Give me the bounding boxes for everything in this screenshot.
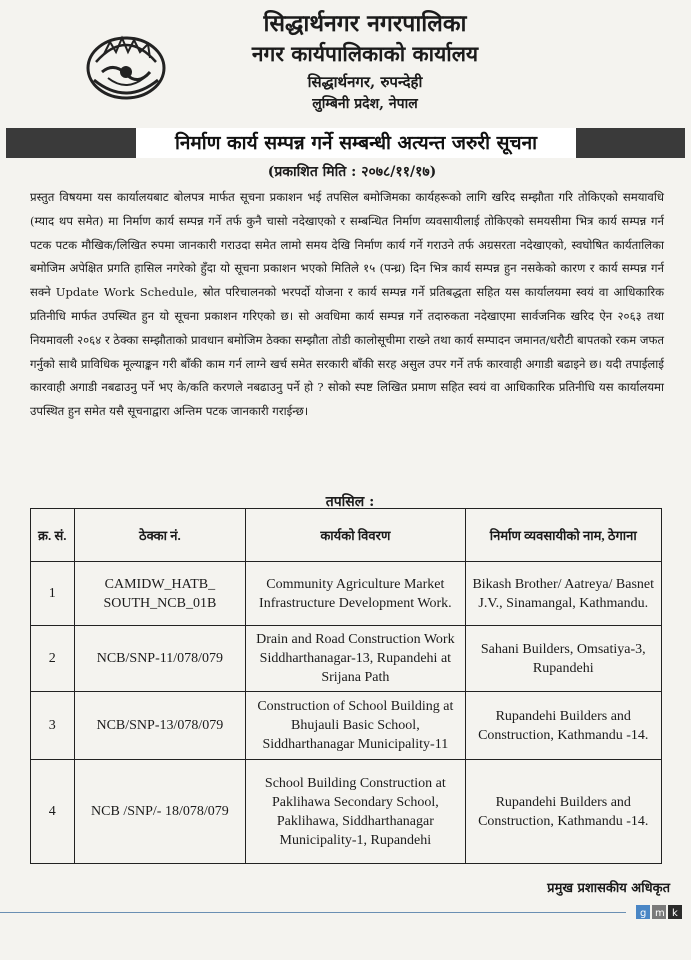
notice-body: प्रस्तुत विषयमा यस कार्यालयबाट बोलपत्र मार्फत सूचना प्रकाशन भई तपसिल बमोजिमका कार्यहरूको लागि खरिद सम्झौता गरि तोकिएको समयावधि (म्याद थप समेत) मा निर्माण कार्य सम्पन्न गर्ने तर्फ कुनै चासो नदेखाएको र सम्बन्धित निर्माण व्यवसायीलाई तोकिएको समयसीमा भित्र कार्य सम्पन्न गर्न पटक पटक मौखिक/लिखित रुपमा जानकारी गराउदा समेत लामो समय देखि निर्माण कार्य गर्ने गराउने तर्फ अग्रसरता नदेखाएको, स्वघोषित कार्यतालिका बमोजिम अपेक्षित प्रगति हासिल नगरेको हुँदा यो सूचना प्रकाशन भएको मितिले १५ (पन्ध्र) दिन भित्र कार्य सम्पन्न हुन नसकेको कारण र कार्य सम्पन्न गर्न सक्ने Update Work Schedule, स्रोत परिचालनको भरपर्दो योजना र कार्य सम्पन्न गर्ने प्रतिबद्धता सहित यस कार्यालयमा स्वयं वा आधिकारिक प्रतिनीधि मार्फत उपस्थित हुन यो सूचना प्रकाशन गरिएको छ। सो अवधिमा कार्य सम्पन्न गर्ने तदारुकता नदेखाएमा सार्वजनिक खरिद ऐन २०६३ तथा नियमावली २०६४ र ठेक्का सम्झौताको प्रावधान बमोजिम ठेक्का सम्झौता तोडी कालोसूचीमा राख्ने तथा कार्य सम्पादन जमानत/धरौटी बापतको रकम जफत गर्नुको साथै प्राविधिक मूल्याङ्कन गरी बाँकी काम गर्न लाग्ने खर्च समेत सरकारी बाँकी सरह असुल उपर गर्ने तर्फ कारवाही अगाडी बढाइने छ। यदी तपाईलाई कारवाही अगाडी नबढाउनु पर्ने भए के/कति करणले नबढाउनु पर्ने हो ? सोको स्पष्ट लिखित प्रमाण सहित स्वयं वा आधिकारिक प्रतिनीधि यस कार्यालयमा उपस्थित हुन समेत यसै सूचनाद्वारा अन्तिम पटक जानकारी गराईन्छ। (30, 190, 664, 419)
cell-serial: 2 (31, 626, 75, 692)
cell-contractor: Bikash Brother/ Aatreya/ Basnet J.V., Sinamangal, Kathmandu. (465, 562, 662, 626)
cell-contract-no: CAMIDW_HATB_ SOUTH_NCB_01B (74, 562, 246, 626)
cell-serial: 1 (31, 562, 75, 626)
cell-serial: 4 (31, 760, 75, 864)
svg-text:m: m (655, 908, 665, 919)
cell-contract-no: NCB/SNP-13/078/079 (74, 692, 246, 760)
table-row (31, 692, 662, 760)
table-title: तपसिल : (325, 494, 375, 510)
newspaper-logo-icon (636, 905, 684, 919)
title-banner (6, 128, 685, 158)
office-name: नगर कार्यपालिकाको कार्यालय (251, 41, 479, 66)
office-address: सिद्धार्थनगर, रुपन्देही (307, 73, 423, 91)
header-work-description: कार्यको विवरण (246, 509, 465, 562)
header-contractor: निर्माण व्यवसायीको नाम, ठेगाना (465, 509, 662, 562)
cell-work-description: Drain and Road Construction Work Siddharthanagar-13, Rupandehi at Srijana Path (246, 626, 465, 692)
footer-rule (0, 912, 626, 913)
contracts-table (30, 508, 662, 864)
header-serial: क्र. सं. (31, 509, 75, 562)
cell-contractor: Sahani Builders, Omsatiya-3, Rupandehi (465, 626, 662, 692)
cell-contractor: Rupandehi Builders and Construction, Kathmandu -14. (465, 692, 662, 760)
municipality-name: सिद्धार्थनगर नगरपालिका (263, 10, 467, 37)
cell-serial: 3 (31, 692, 75, 760)
table-header-row (31, 509, 662, 562)
cell-work-description: Community Agriculture Market Infrastructure Development Work. (246, 562, 465, 626)
table-row (31, 562, 662, 626)
table-row (31, 626, 662, 692)
published-date: (प्रकाशित मिति : २०७८/११/१७) (267, 164, 437, 180)
notice-title: निर्माण कार्य सम्पन्न गर्ने सम्बन्धी अत्यन्त जरुरी सूचना (136, 128, 576, 158)
province-name: लुम्बिनी प्रदेश, नेपाल (312, 96, 418, 112)
cell-contract-no: NCB /SNP/- 18/078/079 (74, 760, 246, 864)
table-row (31, 760, 662, 864)
cell-work-description: School Building Construction at Paklihawa Secondary School, Paklihawa, Siddharthanagar Municipality-1, Rupandehi (246, 760, 465, 864)
signature-title: प्रमुख प्रशासकीय अधिकृत (547, 881, 670, 896)
cell-contract-no: NCB/SNP-11/078/079 (74, 626, 246, 692)
cell-work-description: Construction of School Building at Bhujauli Basic School, Siddharthanagar Municipality-11 (246, 692, 465, 760)
svg-text:g: g (640, 908, 647, 919)
header-contract-no: ठेक्का नं. (74, 509, 246, 562)
municipality-emblem-icon (84, 32, 168, 102)
svg-text:k: k (672, 908, 678, 919)
cell-contractor: Rupandehi Builders and Construction, Kathmandu -14. (465, 760, 662, 864)
